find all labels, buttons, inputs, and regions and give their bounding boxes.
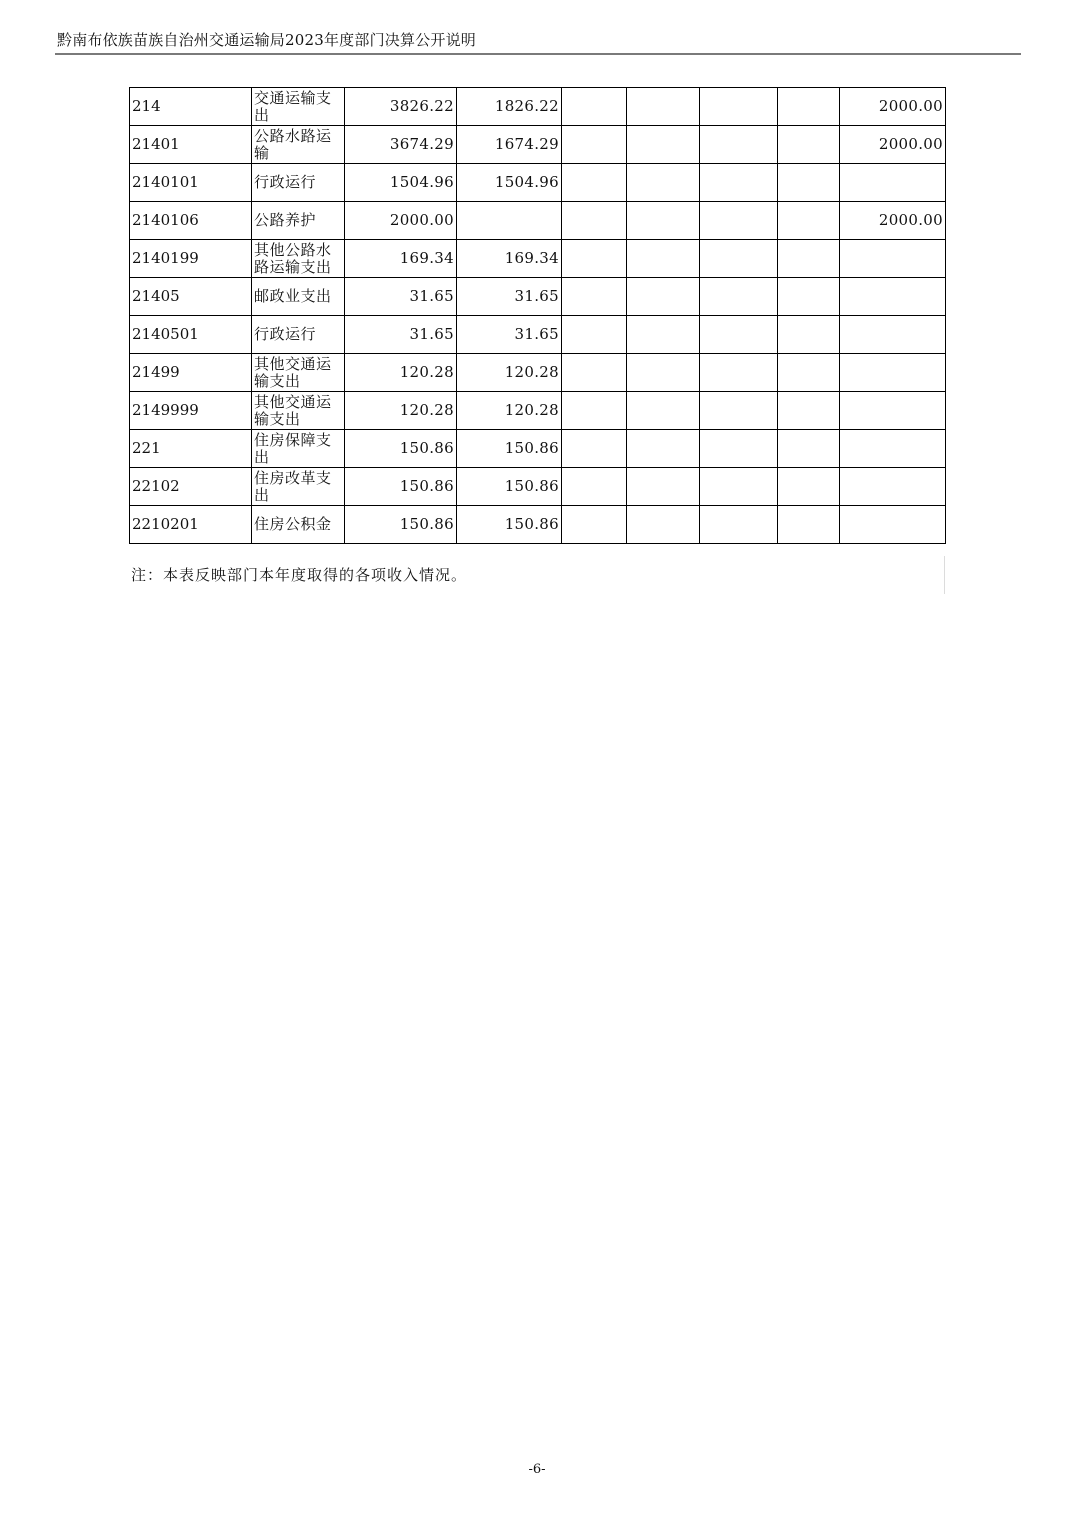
row-amount-cell <box>627 506 700 544</box>
table-row <box>130 126 946 164</box>
row-amount-cell <box>778 240 840 278</box>
row-amount-cell <box>562 392 627 430</box>
row-amount-cell <box>778 202 840 240</box>
row-amount-cell: 120.28 <box>457 392 562 430</box>
row-code-cell: 2140199 <box>130 240 252 278</box>
row-amount-cell <box>700 202 778 240</box>
row-code-cell: 21405 <box>130 278 252 316</box>
row-amount-cell <box>562 430 627 468</box>
row-code-cell: 214 <box>130 88 252 126</box>
row-name-cell: 行政运行 <box>252 164 345 202</box>
row-name-cell: 其他交通运输支出 <box>252 392 345 430</box>
row-name-cell: 交通运输支出 <box>252 88 345 126</box>
row-name-cell: 公路养护 <box>252 202 345 240</box>
row-amount-cell <box>840 240 946 278</box>
table-note: 注：本表反映部门本年度取得的各项收入情况。 <box>131 566 468 584</box>
row-amount-cell: 3826.22 <box>345 88 457 126</box>
row-amount-cell <box>778 506 840 544</box>
row-amount-cell <box>700 354 778 392</box>
row-amount-cell <box>700 506 778 544</box>
row-amount-cell <box>627 240 700 278</box>
row-amount-cell: 2000.00 <box>840 88 946 126</box>
row-amount-cell: 150.86 <box>457 506 562 544</box>
row-amount-cell <box>627 278 700 316</box>
row-amount-cell <box>700 278 778 316</box>
row-amount-cell <box>562 126 627 164</box>
row-amount-cell <box>562 354 627 392</box>
row-amount-cell <box>778 88 840 126</box>
row-amount-cell <box>700 88 778 126</box>
row-amount-cell <box>840 468 946 506</box>
row-amount-cell <box>840 278 946 316</box>
row-amount-cell: 169.34 <box>457 240 562 278</box>
row-amount-cell: 2000.00 <box>840 202 946 240</box>
row-amount-cell <box>627 202 700 240</box>
table-row <box>130 240 946 278</box>
row-amount-cell <box>562 88 627 126</box>
row-amount-cell: 150.86 <box>345 468 457 506</box>
row-name-cell: 其他交通运输支出 <box>252 354 345 392</box>
row-amount-cell <box>840 316 946 354</box>
table-row <box>130 88 946 126</box>
row-amount-cell <box>562 240 627 278</box>
table-row <box>130 392 946 430</box>
row-amount-cell <box>627 316 700 354</box>
header-divider <box>55 53 1021 55</box>
row-name-cell: 住房公积金 <box>252 506 345 544</box>
row-code-cell: 21499 <box>130 354 252 392</box>
row-name-cell: 其他公路水路运输支出 <box>252 240 345 278</box>
row-amount-cell <box>840 430 946 468</box>
row-code-cell: 21401 <box>130 126 252 164</box>
row-amount-cell <box>627 164 700 202</box>
row-amount-cell <box>627 88 700 126</box>
faint-border-line <box>944 556 945 594</box>
row-amount-cell <box>627 354 700 392</box>
row-amount-cell <box>778 354 840 392</box>
row-amount-cell <box>562 316 627 354</box>
row-code-cell: 2210201 <box>130 506 252 544</box>
income-table <box>129 87 946 544</box>
row-amount-cell <box>778 392 840 430</box>
row-name-cell: 邮政业支出 <box>252 278 345 316</box>
row-name-cell: 公路水路运输 <box>252 126 345 164</box>
row-amount-cell: 169.34 <box>345 240 457 278</box>
row-amount-cell <box>562 202 627 240</box>
row-amount-cell: 1826.22 <box>457 88 562 126</box>
row-amount-cell <box>778 126 840 164</box>
row-amount-cell <box>562 506 627 544</box>
table-row <box>130 354 946 392</box>
row-code-cell: 221 <box>130 430 252 468</box>
row-code-cell: 2149999 <box>130 392 252 430</box>
row-amount-cell: 150.86 <box>345 506 457 544</box>
row-amount-cell <box>700 126 778 164</box>
row-amount-cell <box>457 202 562 240</box>
row-code-cell: 2140501 <box>130 316 252 354</box>
row-amount-cell <box>778 316 840 354</box>
row-code-cell: 2140106 <box>130 202 252 240</box>
row-amount-cell <box>627 468 700 506</box>
row-amount-cell: 120.28 <box>345 354 457 392</box>
row-amount-cell <box>700 316 778 354</box>
row-amount-cell <box>700 392 778 430</box>
row-amount-cell <box>700 240 778 278</box>
row-amount-cell: 3674.29 <box>345 126 457 164</box>
row-amount-cell <box>562 468 627 506</box>
row-amount-cell: 1674.29 <box>457 126 562 164</box>
row-amount-cell <box>627 126 700 164</box>
row-amount-cell: 150.86 <box>457 430 562 468</box>
row-amount-cell <box>700 164 778 202</box>
row-amount-cell <box>778 164 840 202</box>
table-row <box>130 278 946 316</box>
table-row <box>130 430 946 468</box>
table-row <box>130 468 946 506</box>
row-amount-cell <box>562 164 627 202</box>
row-amount-cell: 2000.00 <box>840 126 946 164</box>
row-amount-cell: 120.28 <box>345 392 457 430</box>
row-name-cell: 行政运行 <box>252 316 345 354</box>
table-row <box>130 316 946 354</box>
row-amount-cell <box>840 392 946 430</box>
row-name-cell: 住房保障支出 <box>252 430 345 468</box>
row-amount-cell <box>840 164 946 202</box>
row-amount-cell: 1504.96 <box>345 164 457 202</box>
row-amount-cell <box>562 278 627 316</box>
row-amount-cell <box>778 278 840 316</box>
row-amount-cell: 31.65 <box>345 278 457 316</box>
income-table-body <box>130 88 946 544</box>
row-amount-cell <box>627 430 700 468</box>
row-amount-cell: 31.65 <box>457 316 562 354</box>
row-amount-cell <box>700 430 778 468</box>
row-amount-cell <box>840 506 946 544</box>
row-amount-cell: 31.65 <box>345 316 457 354</box>
row-amount-cell: 31.65 <box>457 278 562 316</box>
row-amount-cell: 150.86 <box>345 430 457 468</box>
page-number: -6- <box>528 1462 546 1477</box>
row-amount-cell <box>778 468 840 506</box>
row-amount-cell <box>700 468 778 506</box>
table-row <box>130 506 946 544</box>
row-code-cell: 2140101 <box>130 164 252 202</box>
table-row <box>130 164 946 202</box>
row-name-cell: 住房改革支出 <box>252 468 345 506</box>
row-amount-cell: 2000.00 <box>345 202 457 240</box>
table-row <box>130 202 946 240</box>
row-amount-cell <box>778 430 840 468</box>
document-header-title: 黔南布依族苗族自治州交通运输局2023年度部门决算公开说明 <box>57 31 476 49</box>
row-amount-cell: 150.86 <box>457 468 562 506</box>
row-amount-cell: 1504.96 <box>457 164 562 202</box>
row-amount-cell <box>627 392 700 430</box>
row-code-cell: 22102 <box>130 468 252 506</box>
row-amount-cell: 120.28 <box>457 354 562 392</box>
row-amount-cell <box>840 354 946 392</box>
